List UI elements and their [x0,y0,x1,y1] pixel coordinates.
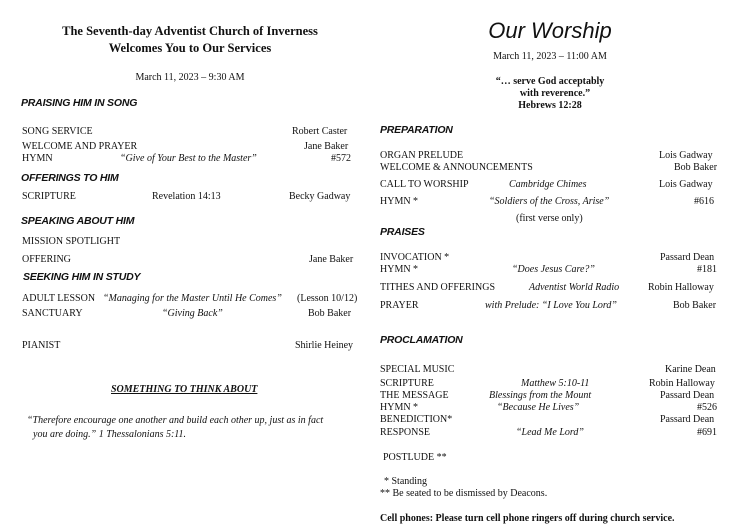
hymn1-title: “Soldiers of the Cross, Arise” [489,196,610,207]
song-service-label: SONG SERVICE [22,126,93,137]
hymn3-title: “Because He Lives” [497,402,580,413]
hymn2-title: “Does Jesus Care?” [512,264,595,275]
hymn1-number: #616 [694,196,714,207]
welcome-heading: Welcomes You to Our Services [108,41,272,55]
welcome-prayer-person: Jane Baker [304,141,349,152]
verse-ref: Hebrews 12:28 [518,100,582,111]
church-name: The Seventh-day Adventist Church of Inverness [62,24,318,38]
response-label: RESPONSE [380,427,431,438]
sanctuary-title: “Giving Back” [162,308,223,319]
sanctuary-label: SANCTUARY [22,308,83,319]
cell-phone-notice: Cell phones: Please turn cell phone ringers off during church service. [380,513,675,524]
section-offerings: OFFERINGS TO HIM [21,172,119,184]
hymn-number: #572 [331,153,351,164]
hymn-label: HYMN [22,153,53,164]
offering-label: OFFERING [22,254,71,265]
welcome-prayer-label: WELCOME AND PRAYER [22,141,138,152]
first-verse-note: (first verse only) [516,213,583,224]
service-date: March 11, 2023 – 9:30 AM [135,72,245,83]
section-speaking: SPEAKING ABOUT HIM [21,215,135,227]
message-title: Blessings from the Mount [489,390,592,401]
scripture-person: Becky Gadway [289,191,351,202]
hymn-title: “Give of Your Best to the Master” [120,153,257,164]
quote-line-1: “Therefore encourage one another and build each other up, just as in fact [27,415,324,426]
scripture2-title: Matthew 5:10-11 [521,378,590,389]
quote-line-2: you are doing.” 1 Thessalonians 5:11. [33,429,187,440]
tithes-label: TITHES AND OFFERINGS [380,282,496,293]
invocation-label: INVOCATION * [380,252,450,263]
think-heading: SOMETHING TO THINK ABOUT [111,384,258,395]
tithes-person: Robin Halloway [648,282,714,293]
adult-lesson-label: ADULT LESSON [22,293,96,304]
special-music-label: SPECIAL MUSIC [380,364,455,375]
seated-note: ** Be seated to be dismissed by Deacons. [380,488,548,499]
section-preparation: PREPARATION [380,124,453,136]
postlude-label: POSTLUDE ** [383,452,447,463]
message-label: THE MESSAGE [380,390,449,401]
pianist-person: Shirlie Heiney [295,340,354,351]
prayer-title: with Prelude: “I Love You Lord” [485,300,617,311]
organ-label: ORGAN PRELUDE [380,150,464,161]
announcements-label: WELCOME & ANNOUNCEMENTS [380,162,533,173]
mission-label: MISSION SPOTLIGHT [22,236,121,247]
section-praising: PRAISING HIM IN SONG [21,97,138,109]
message-person: Passard Dean [660,390,715,401]
call-person: Lois Gadway [659,179,713,190]
scripture-label: SCRIPTURE [22,191,76,202]
section-praises: PRAISES [380,226,425,238]
benediction-label: BENEDICTION* [380,414,453,425]
scripture-ref: Revelation 14:13 [152,191,221,202]
hymn2-label: HYMN * [380,264,419,275]
benediction-person: Passard Dean [660,414,715,425]
organ-person: Lois Gadway [659,150,713,161]
verse-line-2: with reverence.” [519,88,591,99]
special-music-person: Karine Dean [665,364,716,375]
adult-lesson-title: “Managing for the Master Until He Comes” [103,293,282,304]
worship-date: March 11, 2023 – 11:00 AM [493,51,607,62]
scripture2-label: SCRIPTURE [380,378,434,389]
tithes-title: Adventist World Radio [529,282,620,293]
hymn3-label: HYMN * [380,402,419,413]
section-seeking: SEEKING HIM IN STUDY [23,271,141,283]
standing-note: * Standing [384,476,428,487]
call-title: Cambridge Chimes [509,179,587,190]
announcements-person: Bob Baker [674,162,718,173]
hymn1-label: HYMN * [380,196,419,207]
hymn3-number: #526 [697,402,717,413]
sanctuary-person: Bob Baker [308,308,352,319]
worship-title: Our Worship [488,18,612,43]
adult-lesson-extra: (Lesson 10/12) [297,293,358,304]
response-title: “Lead Me Lord” [516,427,584,438]
section-proclamation: PROCLAMATION [380,334,463,346]
song-service-person: Robert Caster [292,126,348,137]
prayer-label: PRAYER [380,300,419,311]
invocation-person: Passard Dean [660,252,715,263]
response-number: #691 [697,427,717,438]
prayer-person: Bob Baker [673,300,717,311]
hymn2-number: #181 [697,264,717,275]
verse-line-1: “… serve God acceptably [495,76,605,87]
pianist-label: PIANIST [22,340,61,351]
offering-person: Jane Baker [309,254,354,265]
scripture2-person: Robin Halloway [649,378,715,389]
call-label: CALL TO WORSHIP [380,179,469,190]
